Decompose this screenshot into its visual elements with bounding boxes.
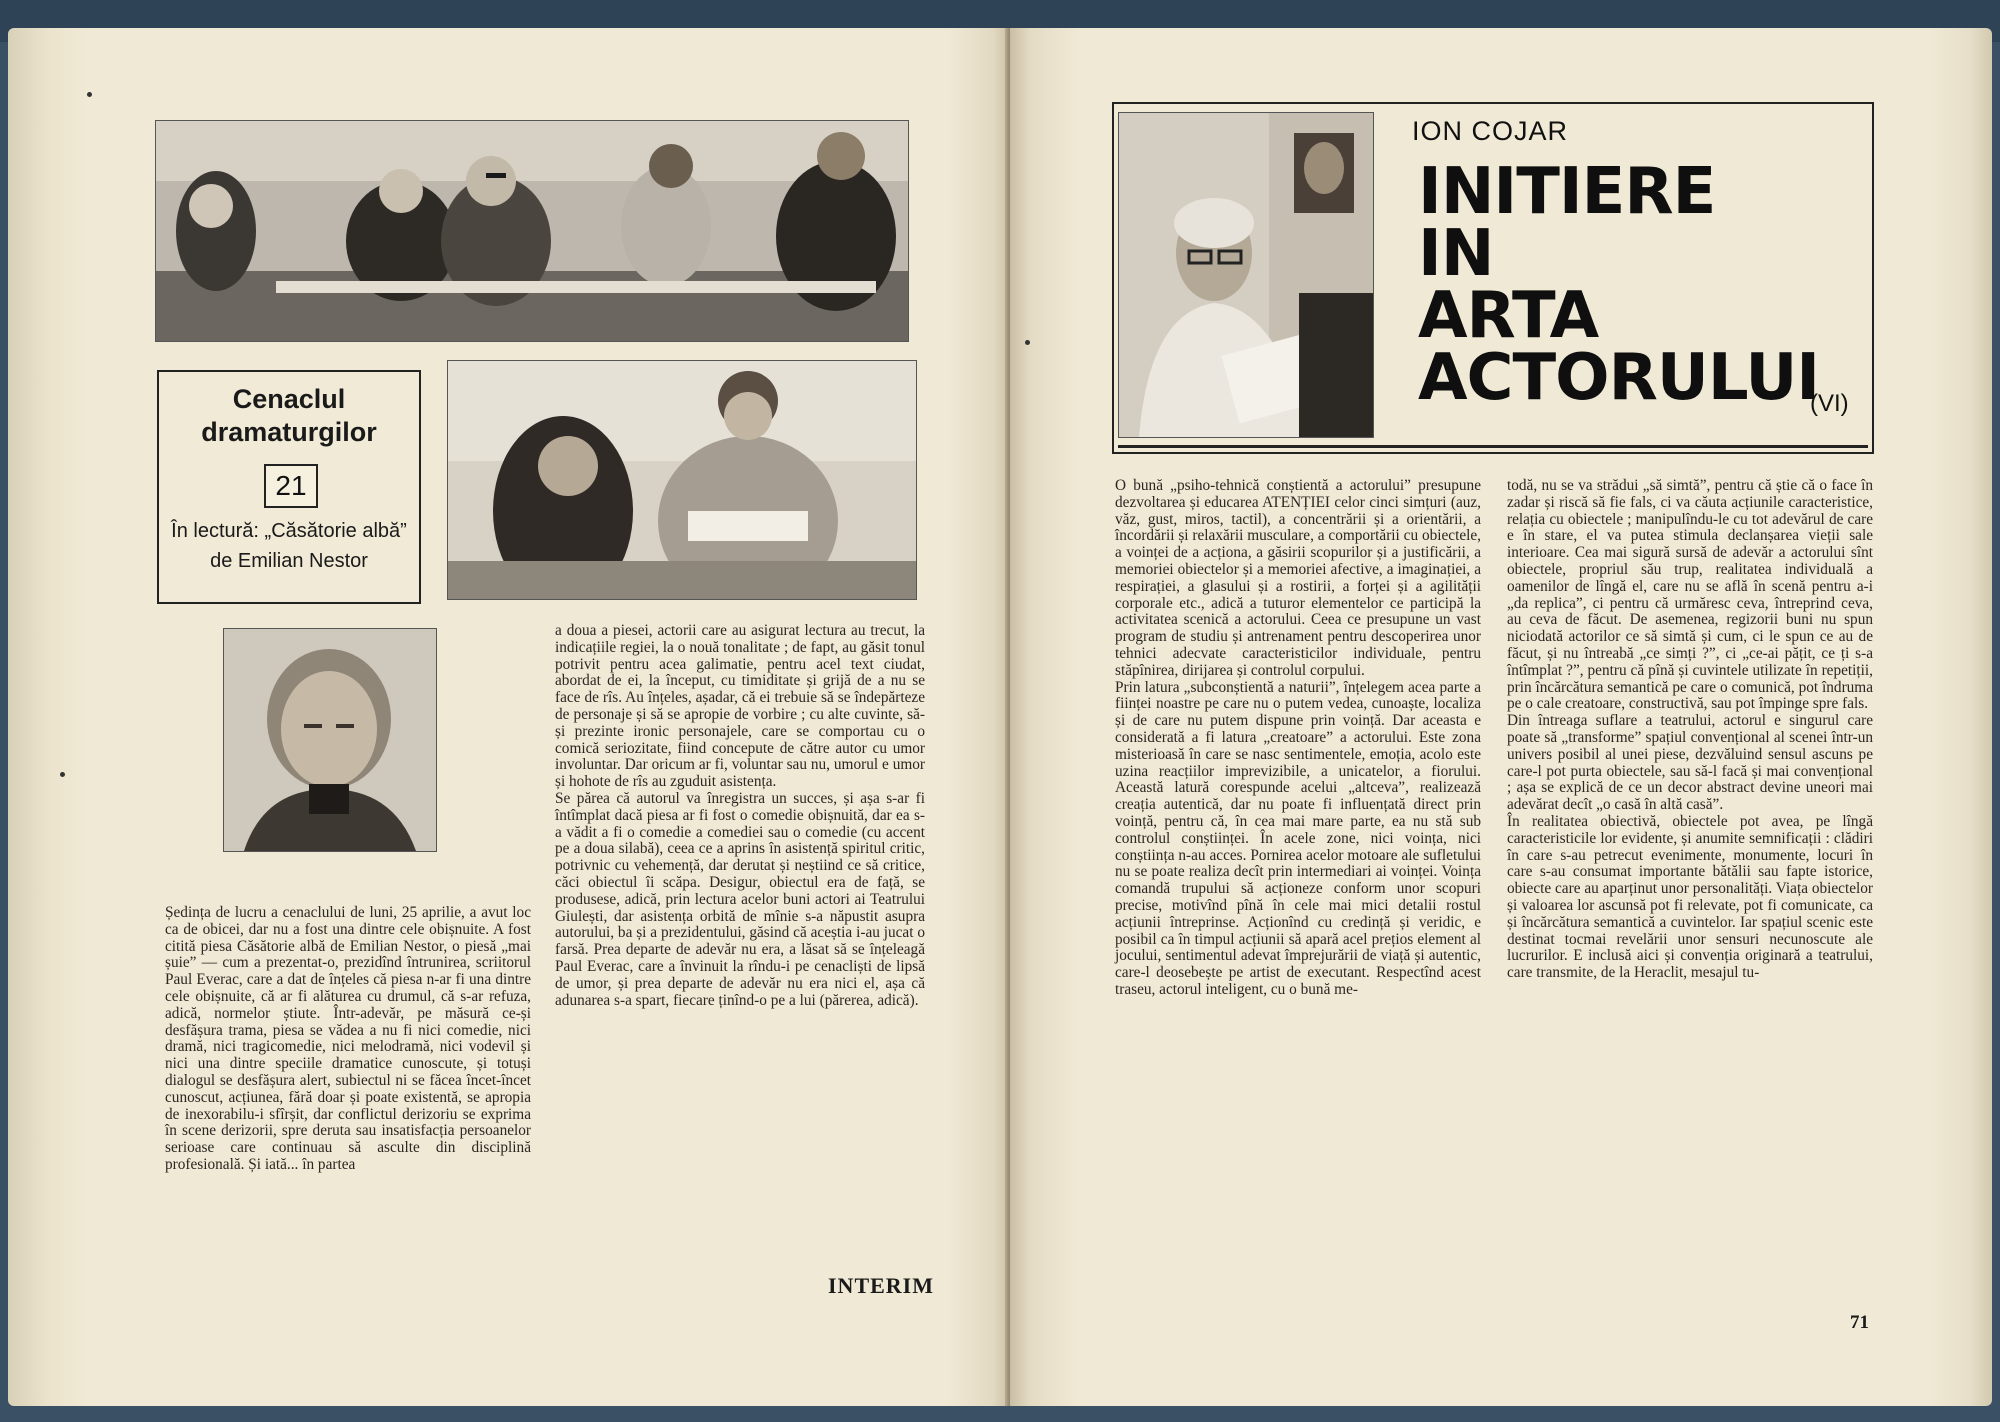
cenaclul-author-line: de Emilian Nestor bbox=[210, 550, 368, 572]
cenaclul-title-line2: dramaturgilor bbox=[201, 417, 377, 447]
left-column-2: a doua a piesei, actorii care au asigurat lectura au trecut, la indicațiile regiei, la o nouă tonalitate ; de fapt, au găsit tonul potrivit pentru acea galimatie, pentru acel text ciudat, abordat de ei, la început, cu timiditate și grijă de a nu se face de rîs. Au înțeles, așadar, că ei trebuie să se îndepărteze de personaje și să se apropie de vorbire ; cu alte cuvinte, să-și prezinte ironic personajele, care se comportau cu o comică seriozitate, fiind concepute de către autor cu umor involuntar. Dar oricum ar fi, voluntar sau nu, umorul e umor și hohote de rîs au zguduit asistența. Se părea că autorul va înregistra un succes, și așa s-ar fi întîmplat dacă piesa ar fi fost o comedie obișnuită, dar ea s-a vădit a fi o comedie a comediei sau o comedie (cu accent pe a doua silabă), ceea ce a aprins în asistență spiritul critic, potrivnic cu vehemență, dar derutat și neștiind ce să critice, căci obiectul îi scăpa. Desigur, obiectul era de față, se produsese, adică, prin lectura acelor buni actori ai Teatrului Giulești, dar asistența orbită de mînie s-a năpustit asupra autorului, ba și a prezidentului, găsind că aceștia i-au jucat o farsă. Prea departe de adevăr nu era, a lăsat să se înțeleagă Paul Everac, care a învinuit la rîndu-i pe cenacliști de lipsă de umor, și prea departe de adevăr nu era nici el, așa că adunarea s-a spart, fiecare ținînd-o pe a lui (părerea, adică). bbox=[555, 622, 925, 1009]
cenaclul-number: 21 bbox=[264, 464, 318, 508]
article-part-number: (VI) bbox=[1810, 390, 1849, 417]
article-title-line1: INITIERE bbox=[1418, 155, 1716, 229]
right-column-2: todă, nu se va strădui „să simtă”, pentru că știe că o face în zadar și riscă să fie fals, ci va căuta acțiunile caracteristice, relația cu obiectele ; manipulîndu-le cu tot adevărul de care e în stare, el va putea stimula declanșarea vieții sale interioare. Cea mai sigură sursă de adevăr a actorului sînt obiectele, propriul său trup, realitatea individuală a oamenilor de lîngă el, care nu se află în scenă pentru a-i „da replica”, ci pentru că urmăresc ceva, întreprind ceva, au ceva de făcut. De asemenea, regizorii buni nu spun niciodată actorilor ce să simtă și cum, ci le spun ce au de făcut, și nu întreabă „ce simți ?”, ci „ce-ai pățit, ce ți s-a întîmplat ?”, pentru că pînă și cuvintele utilizate în repetiții, prin încărcătura semantică pe care o comunică, pot îndruma pe o cale creatoare, constructivă, sau pot împinge spre fals. Din întreaga suflare a teatrului, actorul e singurul care poate să „transforme” spațiul convențional al scenei într-un univers posibil al unei piese, dezvăluind sensul ascuns pe care-l pot purta obiectele, sau să-l facă și mai convențional ; așa se explică de ce un decor abstract devine uneori mai adevărat decît „o casă în altă casă”. În realitatea obiectivă, obiectele pot avea, pe lîngă caracteristicile lor evidente, și anumite semnificații : clădiri în care s-au petrecut evenimente, monumente, locuri în care s-au consumat importante bătălii sau fapte istorice, obiecte care au aparținut unor personalități. Viața obiectelor și valoarea lor ascunsă pot fi relevate, pot fi comunicate, ca și încărcătura semantică a cuvintelor. Iar spațiul scenic este destinat tocmai revelării unor sensuri necunoscute ale lucrurilor. E inclusă aici și convenția originară a teatrului, care transmite, de la Heraclit, mesajul tu- bbox=[1507, 477, 1873, 982]
page-number: 71 bbox=[1850, 1312, 1869, 1333]
article-author: ION COJAR bbox=[1412, 116, 1569, 146]
print-speck bbox=[87, 92, 92, 97]
photo-actors-reading bbox=[447, 360, 917, 600]
photo-reading-table bbox=[155, 120, 909, 342]
left-signature: INTERIM bbox=[828, 1273, 935, 1298]
right-column-1: O bună „psiho-tehnică conștientă a actorului” presupune dezvoltarea și educarea ATENȚIEI celor cinci simțuri (auz, văz, gust, miros, tactil), a concentrării și a orientării, a încordării și relaxării musculare, a comportării cu obiectele, a voinței de a acționa, a găsirii scopurilor și a justificării, a memoriei obiectelor și a memoriei afective, a imaginației, a respirației, a glasului și a rostirii, a forței și a agilității corporale etc., adică a tuturor elementelor ce participă la activitatea scenică a actorului. Ceea ce presupune un vast program de studiu și antrenament pentru descoperirea unor tehnici adecvate caracteristicilor individuale, pentru stăpînirea, dirijarea și controlul corpului. Prin latura „subconștientă a naturii”, înțelegem acea parte a ființei noastre pe care nu o putem vedea, cunoaște, localiza și de care nu putem dispune prin voință. Dar aceasta e considerată a fi latura „creatoare” a actorului. Este zona misterioasă în care se nasc sentimentele, emoția, acolo este uzina reacțiilor imprevizibile, a unicatelor, a fiorului. Această latură corespunde acelui „altceva”, realizează creația autentică, dar nu poate fi influențată direct prin voință, pentru că, în cea mai mare parte, ea nu stă sub controlul conștiinței. În acele zone, nici voința, nici conștiința n-au acces. Pornirea acelor motoare ale sufletului nu se poate realiza decît prin intermediari ai voinței. Voința comandă trupului să acționeze conform unor scopuri precise, motivînd pînă în cele mai mici detalii rostul acțiunii întreprinse. Acționînd cu credință și veridic, e posibil ca în timpul acțiunii să apară acel prețios element al jocului, sentimentul adevat împrejurării de viață și autentic, care-l deosebește pe artist de executant. Respectînd acest traseu, actorul inteligent, cu o bună me- bbox=[1115, 477, 1481, 998]
article-title-line2: IN bbox=[1418, 217, 1494, 291]
left-column-1: Ședința de lucru a cenaclului de luni, 25 aprilie, a avut loc ca de obicei, dar nu a fost una dintre cele obișnuite. A fost citită piesa Căsătorie albă de Emilian Nestor, o piesă „mai șuie” — cum a prezentat-o, prezidînd întrunirea, scriitorul Paul Everac, care a dat de înțeles că piesa n-ar fi una dintre cele obișnuite, că ar fi alăturea cu drumul, că s-ar refuza, adică, normelor știute. Într-adevăr, pe măsură ce-și desfășura trama, piesa se vădea a nu fi nici comedie, nici dramă, nici tragicomedie, nici melodramă, nici vodevil și nici una dintre speciile dramatice cunoscute, și totuși dialogul se desfășura alert, subiectul ni se făcea încet-încet cunoscut, acțiunea, fără doar și poate existentă, se apropia de inexorabilu-i sfîrșit, dar conflictul derizoriu se exprima în scene derizorii, spre deruta sau insatisfacția persoanelor serioase care continuau să asculte din disciplină profesională. Și iată... în partea bbox=[165, 904, 531, 1173]
print-speck bbox=[1025, 340, 1030, 345]
print-speck bbox=[60, 772, 65, 777]
cenaclul-box bbox=[157, 370, 421, 604]
photo-ion-cojar bbox=[1118, 112, 1374, 438]
cenaclul-title-line1: Cenaclul bbox=[232, 384, 346, 414]
article-title-line3: ARTA bbox=[1418, 279, 1599, 353]
photo-author-portrait bbox=[223, 628, 437, 852]
article-title-line4: ACTORULUI bbox=[1418, 341, 1820, 415]
cenaclul-lecture-line: În lectură: „Căsătorie albă” bbox=[171, 520, 407, 542]
